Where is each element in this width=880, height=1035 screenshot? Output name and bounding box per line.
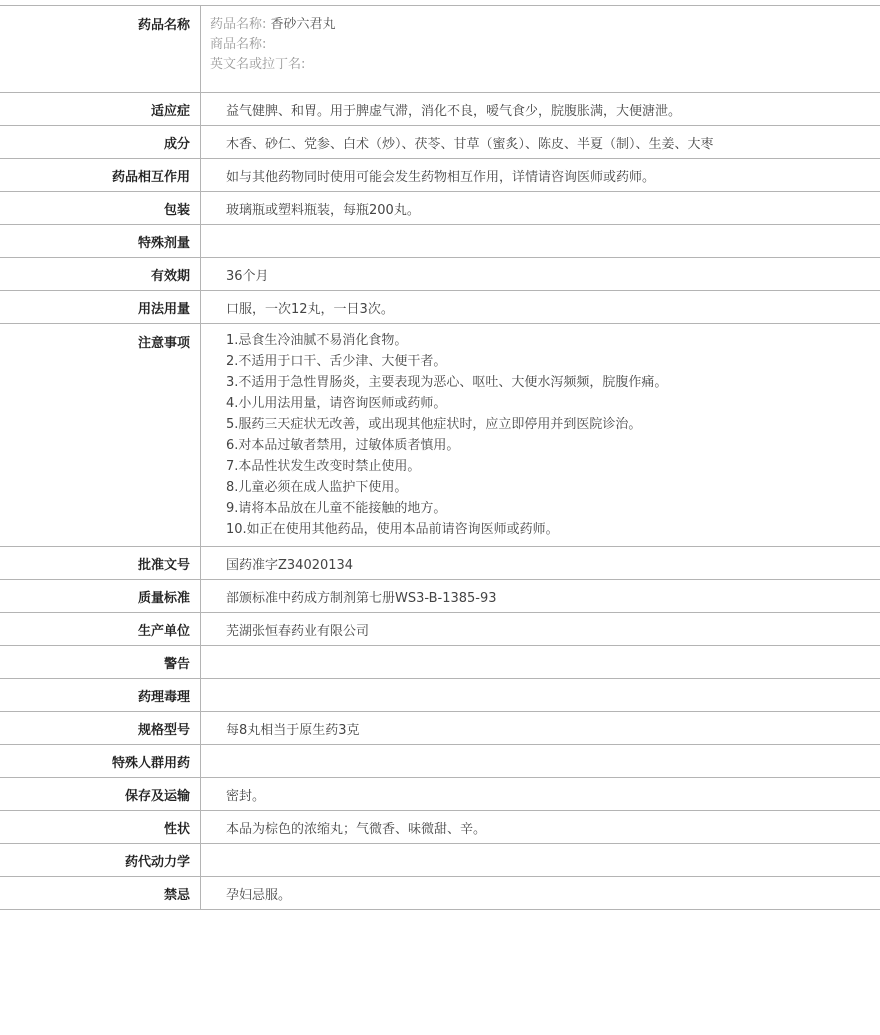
row-pharmacokinetics	[0, 844, 880, 877]
value-special-population	[201, 745, 880, 778]
precaution-item: 6.对本品过敏者禁用，过敏体质者慎用。	[226, 435, 880, 456]
value-shelf-life: 36个月	[201, 258, 880, 291]
value-warning	[201, 646, 880, 679]
label-precautions: 注意事项	[0, 324, 201, 547]
generic-name-label: 药品名称:	[210, 17, 266, 32]
value-quality-standard: 部颁标准中药成方制剂第七册WS3-B-1385-93	[201, 580, 880, 613]
row-shelf-life	[0, 258, 880, 291]
value-contraindications: 孕妇忌服。	[201, 877, 880, 910]
label-ingredients: 成分	[0, 126, 201, 159]
row-toxicology	[0, 679, 880, 712]
value-description: 本品为棕色的浓缩丸；气微香、味微甜、辛。	[201, 811, 880, 844]
label-contraindications: 禁忌	[0, 877, 201, 910]
label-toxicology: 药理毒理	[0, 679, 201, 712]
precaution-item: 7.本品性状发生改变时禁止使用。	[226, 456, 880, 477]
label-manufacturer: 生产单位	[0, 613, 201, 646]
label-warning: 警告	[0, 646, 201, 679]
row-description	[0, 811, 880, 844]
value-toxicology	[201, 679, 880, 712]
value-usage: 口服，一次12丸，一日3次。	[201, 291, 880, 324]
row-contraindications	[0, 877, 880, 910]
drug-name-cell	[201, 6, 880, 93]
value-interactions: 如与其他药物同时使用可能会发生药物相互作用，详情请咨询医师或药师。	[201, 159, 880, 192]
label-pharmacokinetics: 药代动力学	[0, 844, 201, 877]
row-warning	[0, 646, 880, 679]
row-drug-name	[0, 6, 880, 93]
label-usage: 用法用量	[0, 291, 201, 324]
label-special-population: 特殊人群用药	[0, 745, 201, 778]
row-storage	[0, 778, 880, 811]
precaution-item: 4.小儿用法用量，请咨询医师或药师。	[226, 393, 880, 414]
value-specification: 每8丸相当于原生药3克	[201, 712, 880, 745]
value-indication: 益气健脾、和胃。用于脾虚气滞，消化不良，嗳气食少，脘腹胀满，大便溏泄。	[201, 93, 880, 126]
label-interactions: 药品相互作用	[0, 159, 201, 192]
row-quality-standard	[0, 580, 880, 613]
trade-name-label: 商品名称:	[210, 37, 266, 52]
row-precautions	[0, 324, 880, 547]
row-ingredients	[0, 126, 880, 159]
row-specification	[0, 712, 880, 745]
trade-name-line	[210, 35, 880, 55]
label-shelf-life: 有效期	[0, 258, 201, 291]
precaution-item: 9.请将本品放在儿童不能接触的地方。	[226, 498, 880, 519]
label-specification: 规格型号	[0, 712, 201, 745]
english-name-line	[210, 55, 880, 75]
row-special-dosage	[0, 225, 880, 258]
value-package: 玻璃瓶或塑料瓶装，每瓶200丸。	[201, 192, 880, 225]
label-quality-standard: 质量标准	[0, 580, 201, 613]
value-approval-no: 国药准字Z34020134	[201, 547, 880, 580]
label-storage: 保存及运输	[0, 778, 201, 811]
precaution-item: 1.忌食生冷油腻不易消化食物。	[226, 330, 880, 351]
label-indication: 适应症	[0, 93, 201, 126]
row-manufacturer	[0, 613, 880, 646]
row-indication	[0, 93, 880, 126]
row-special-population	[0, 745, 880, 778]
drug-info-table	[0, 5, 880, 910]
label-drug-name: 药品名称	[0, 6, 201, 93]
value-pharmacokinetics	[201, 844, 880, 877]
value-ingredients: 木香、砂仁、党参、白术（炒）、茯苓、甘草（蜜炙）、陈皮、半夏（制）、生姜、大枣	[201, 126, 880, 159]
generic-name-line	[210, 15, 880, 35]
row-interactions	[0, 159, 880, 192]
value-precautions	[201, 324, 880, 547]
generic-name-value: 香砂六君丸	[271, 17, 336, 32]
label-description: 性状	[0, 811, 201, 844]
english-name-label: 英文名或拉丁名:	[210, 57, 305, 72]
value-manufacturer: 芜湖张恒春药业有限公司	[201, 613, 880, 646]
label-approval-no: 批准文号	[0, 547, 201, 580]
precaution-item: 3.不适用于急性胃肠炎，主要表现为恶心、呕吐、大便水泻频频，脘腹作痛。	[226, 372, 880, 393]
label-special-dosage: 特殊剂量	[0, 225, 201, 258]
precaution-item: 5.服药三天症状无改善，或出现其他症状时，应立即停用并到医院诊治。	[226, 414, 880, 435]
precaution-item: 8.儿童必须在成人监护下使用。	[226, 477, 880, 498]
value-special-dosage	[201, 225, 880, 258]
value-storage: 密封。	[201, 778, 880, 811]
precaution-item: 2.不适用于口干、舌少津、大便干者。	[226, 351, 880, 372]
row-approval-no	[0, 547, 880, 580]
row-package	[0, 192, 880, 225]
row-usage	[0, 291, 880, 324]
precaution-item: 10.如正在使用其他药品，使用本品前请咨询医师或药师。	[226, 519, 880, 540]
label-package: 包装	[0, 192, 201, 225]
